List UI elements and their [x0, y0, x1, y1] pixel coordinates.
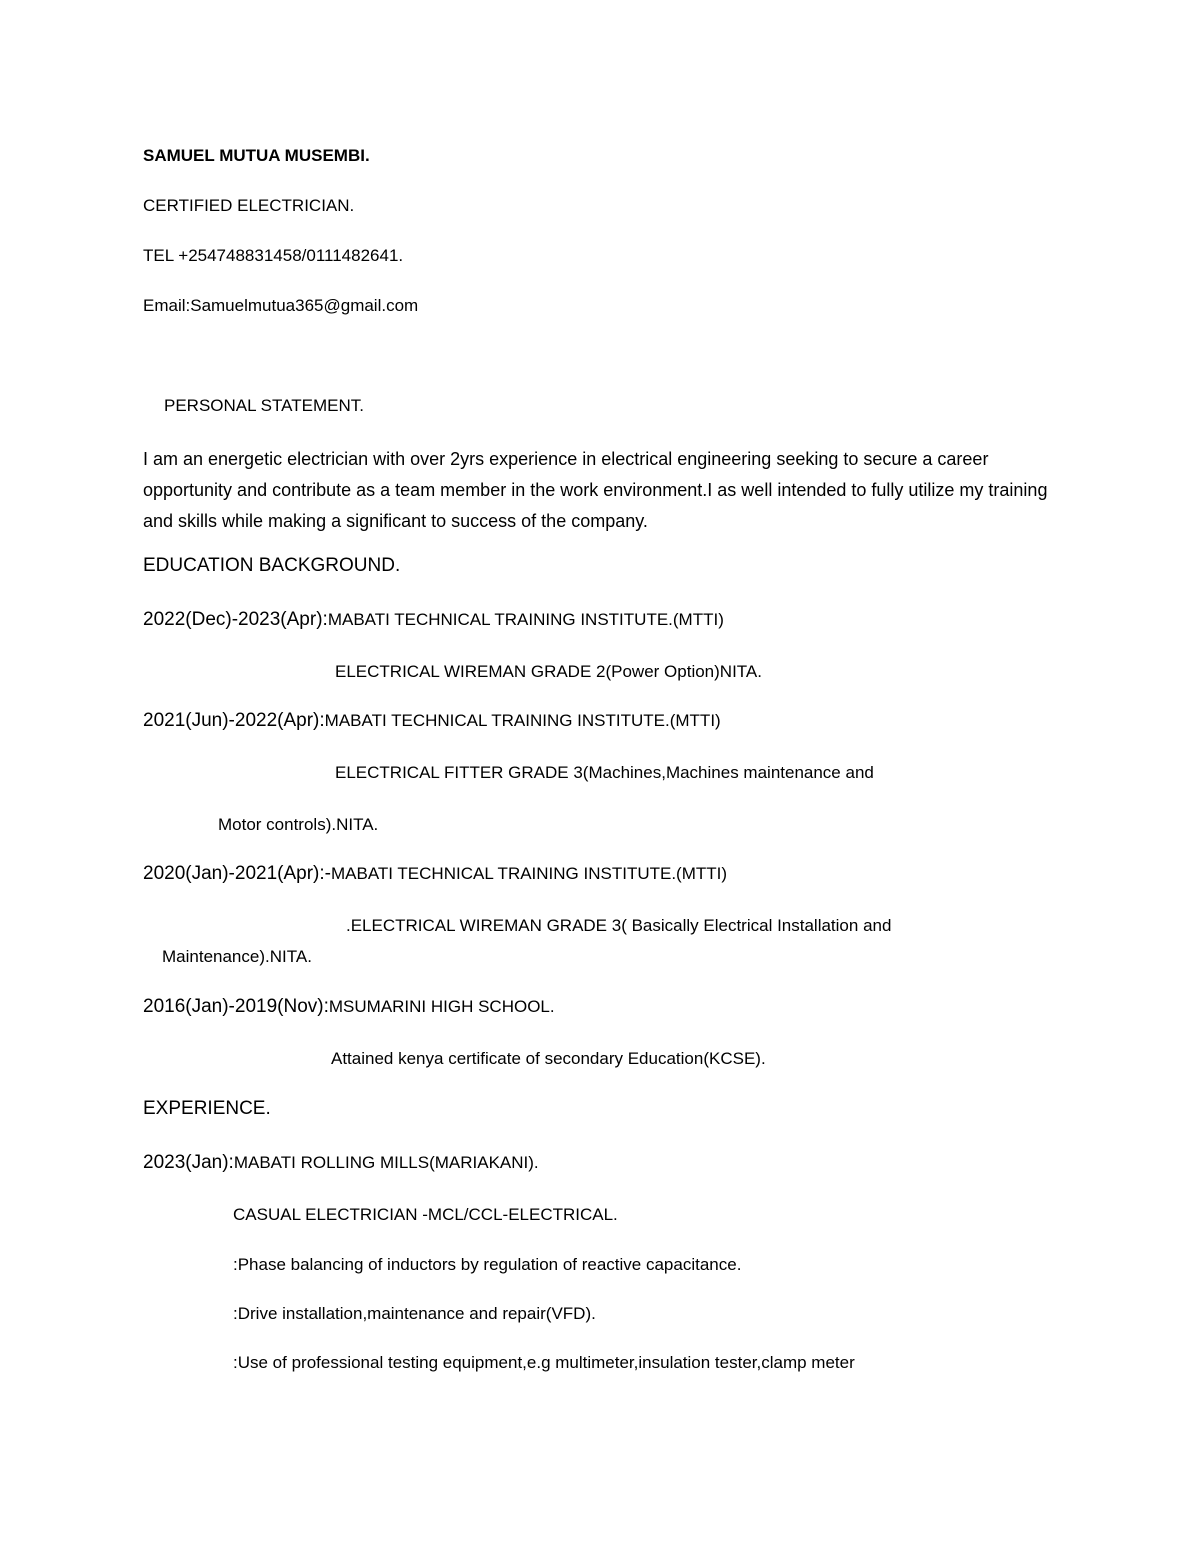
education-entry — [143, 711, 721, 731]
experience-role: CASUAL ELECTRICIAN -MCL/CCL-ELECTRICAL. — [233, 1205, 618, 1224]
experience-duty: :Drive installation,maintenance and repair(VFD). — [233, 1304, 596, 1323]
education-entry — [143, 864, 727, 884]
education-detail: .ELECTRICAL WIREMAN GRADE 3( Basically Electrical Installation and — [346, 916, 892, 935]
education-detail: Attained kenya certificate of secondary Education(KCSE). — [331, 1049, 766, 1068]
education-entry — [143, 997, 555, 1017]
education-heading: EDUCATION BACKGROUND. — [143, 555, 401, 576]
education-date: 2020(Jan)-2021(Apr):- — [143, 863, 331, 884]
experience-heading: EXPERIENCE. — [143, 1098, 271, 1119]
experience-date: 2023(Jan): — [143, 1152, 234, 1173]
experience-duty: :Use of professional testing equipment,e.g multimeter,insulation tester,clamp meter — [233, 1353, 855, 1372]
education-entry — [143, 610, 724, 630]
personal-statement-heading: PERSONAL STATEMENT. — [164, 396, 364, 415]
education-detail-continued: Maintenance).NITA. — [162, 947, 312, 966]
education-institution: MABATI TECHNICAL TRAINING INSTITUTE.(MTTI) — [330, 864, 728, 883]
candidate-title: CERTIFIED ELECTRICIAN. — [143, 196, 355, 215]
education-detail-continued: Motor controls).NITA. — [218, 815, 379, 834]
education-date: 2016(Jan)-2019(Nov): — [143, 996, 329, 1017]
education-detail: ELECTRICAL FITTER GRADE 3(Machines,Machines maintenance and — [335, 763, 874, 782]
education-date: 2022(Dec)-2023(Apr): — [143, 609, 328, 630]
education-detail: ELECTRICAL WIREMAN GRADE 2(Power Option)NITA. — [335, 662, 762, 681]
experience-duty: :Phase balancing of inductors by regulation of reactive capacitance. — [233, 1255, 742, 1274]
education-institution: MSUMARINI HIGH SCHOOL. — [328, 997, 555, 1016]
experience-employer: MABATI ROLLING MILLS(MARIAKANI). — [233, 1153, 539, 1172]
experience-entry — [143, 1153, 539, 1173]
personal-statement-text: I am an energetic electrician with over 2yrs experience in electrical engineering seeking to secure a career opportunity and contribute as a team member in the work environment.I as well intended to fully utilize my training and skills while making a significant to success of the company. — [143, 449, 1048, 531]
phone-number: TEL +254748831458/0111482641. — [143, 246, 404, 265]
education-date: 2021(Jun)-2022(Apr): — [143, 710, 325, 731]
education-institution: MABATI TECHNICAL TRAINING INSTITUTE.(MTTI) — [324, 711, 721, 730]
education-institution: MABATI TECHNICAL TRAINING INSTITUTE.(MTTI) — [327, 610, 724, 629]
email-address: Email:Samuelmutua365@gmail.com — [143, 296, 419, 315]
candidate-name: SAMUEL MUTUA MUSEMBI. — [143, 146, 370, 165]
